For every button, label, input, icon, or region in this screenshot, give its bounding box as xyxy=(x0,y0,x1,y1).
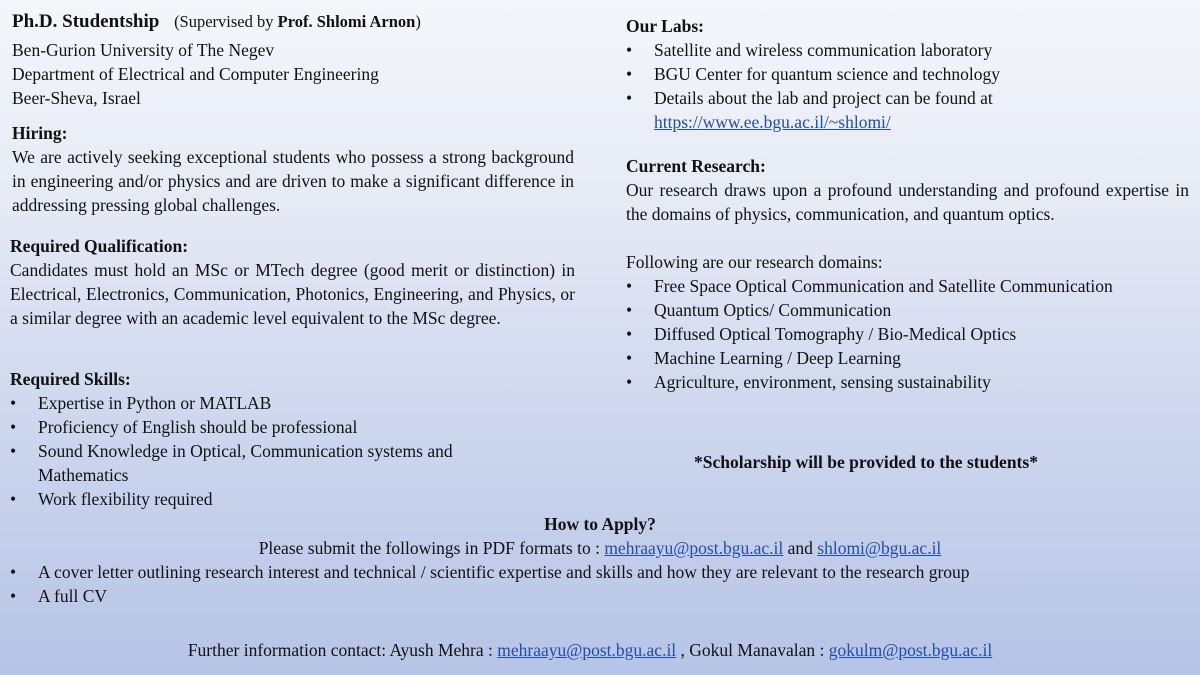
contact-line xyxy=(0,638,1180,662)
list-item: • Satellite and wireless communication laboratory xyxy=(626,38,1186,62)
skills-section xyxy=(10,367,550,511)
list-item: • BGU Center for quantum science and technology xyxy=(626,62,1186,86)
qualification-text: Candidates must hold an MSc or MTech degree (good merit or distinction) in Electrical, Electronics, Communication, Photonics, Engineering, and Physics, or a similar degree with an academic level equivalent to the MSc degree. xyxy=(10,260,575,328)
hiring-text: We are actively seeking exceptional students who possess a strong background in engineering and/or physics and are driven to make a significant difference in addressing pressing global challenges. xyxy=(12,147,574,215)
domains-list xyxy=(626,274,1189,394)
qualification-heading: Required Qualification: xyxy=(10,236,189,256)
location: Beer-Sheva, Israel xyxy=(12,88,141,108)
apply-email-arnon-link[interactable]: shlomi@bgu.ac.il xyxy=(817,538,942,558)
list-item: • Proficiency of English should be professional xyxy=(10,415,550,439)
list-item: • Agriculture, environment, sensing sustainability xyxy=(626,370,1189,394)
apply-heading: How to Apply? xyxy=(544,514,656,534)
research-text: Our research draws upon a profound understanding and profound expertise in the domains of physics, communication, and quantum optics. xyxy=(626,180,1189,224)
list-item: • Sound Knowledge in Optical, Communication systems and Mathematics xyxy=(10,439,550,487)
apply-email-mehra-link[interactable]: mehraayu@post.bgu.ac.il xyxy=(604,538,784,558)
list-item: • Details about the lab and project can be found at xyxy=(626,86,1186,110)
skills-list xyxy=(10,391,550,511)
labs-heading: Our Labs: xyxy=(626,16,704,36)
supervised-prefix: (Supervised by xyxy=(174,12,278,31)
page-title: Ph.D. Studentship xyxy=(12,11,160,32)
list-item: • Quantum Optics/ Communication xyxy=(626,298,1189,322)
research-heading: Current Research: xyxy=(626,156,766,176)
list-item: • Diffused Optical Tomography / Bio-Medical Optics xyxy=(626,322,1189,346)
apply-and-text: and xyxy=(783,538,818,558)
contact-prefix: Further information contact: Ayush Mehra : xyxy=(187,640,498,660)
supervisor-name: Prof. Shlomi Arnon xyxy=(277,12,416,31)
qualification-section xyxy=(10,234,575,330)
apply-instruction-text: Please submit the followings in PDF formats to : xyxy=(258,538,605,558)
list-item: • Machine Learning / Deep Learning xyxy=(626,346,1189,370)
hiring-section xyxy=(12,121,574,217)
department: Department of Electrical and Computer Engineering xyxy=(12,64,379,84)
list-item: • Free Space Optical Communication and Satellite Communication xyxy=(626,274,1189,298)
header xyxy=(12,10,602,110)
lab-website-link[interactable]: https://www.ee.bgu.ac.il/~shlomi/ xyxy=(654,112,891,132)
domains-intro: Following are our research domains: xyxy=(626,252,883,272)
research-section xyxy=(626,154,1189,394)
apply-list xyxy=(10,560,1190,608)
contact-middle: , Gokul Manavalan : xyxy=(676,640,829,660)
list-item: • A full CV xyxy=(10,584,1190,608)
hiring-heading: Hiring: xyxy=(12,123,68,143)
list-item: • A cover letter outlining research interest and technical / scientific expertise and skills and how they are relevant to the research group xyxy=(10,560,1190,584)
university: Ben-Gurion University of The Negev xyxy=(12,40,275,60)
list-item: • Work flexibility required xyxy=(10,487,550,511)
labs-section xyxy=(626,14,1186,134)
labs-list xyxy=(626,38,1186,110)
list-item: • Expertise in Python or MATLAB xyxy=(10,391,550,415)
title-line xyxy=(12,10,602,34)
scholarship-note: *Scholarship will be provided to the students* xyxy=(694,452,1038,472)
supervised-suffix: ) xyxy=(415,12,421,31)
contact-email-mehra-link[interactable]: mehraayu@post.bgu.ac.il xyxy=(497,640,677,660)
skills-heading: Required Skills: xyxy=(10,369,131,389)
contact-email-manavalan-link[interactable]: gokulm@post.bgu.ac.il xyxy=(828,640,993,660)
apply-section xyxy=(10,512,1190,608)
apply-instruction xyxy=(10,536,1190,560)
supervised-by xyxy=(174,12,421,31)
